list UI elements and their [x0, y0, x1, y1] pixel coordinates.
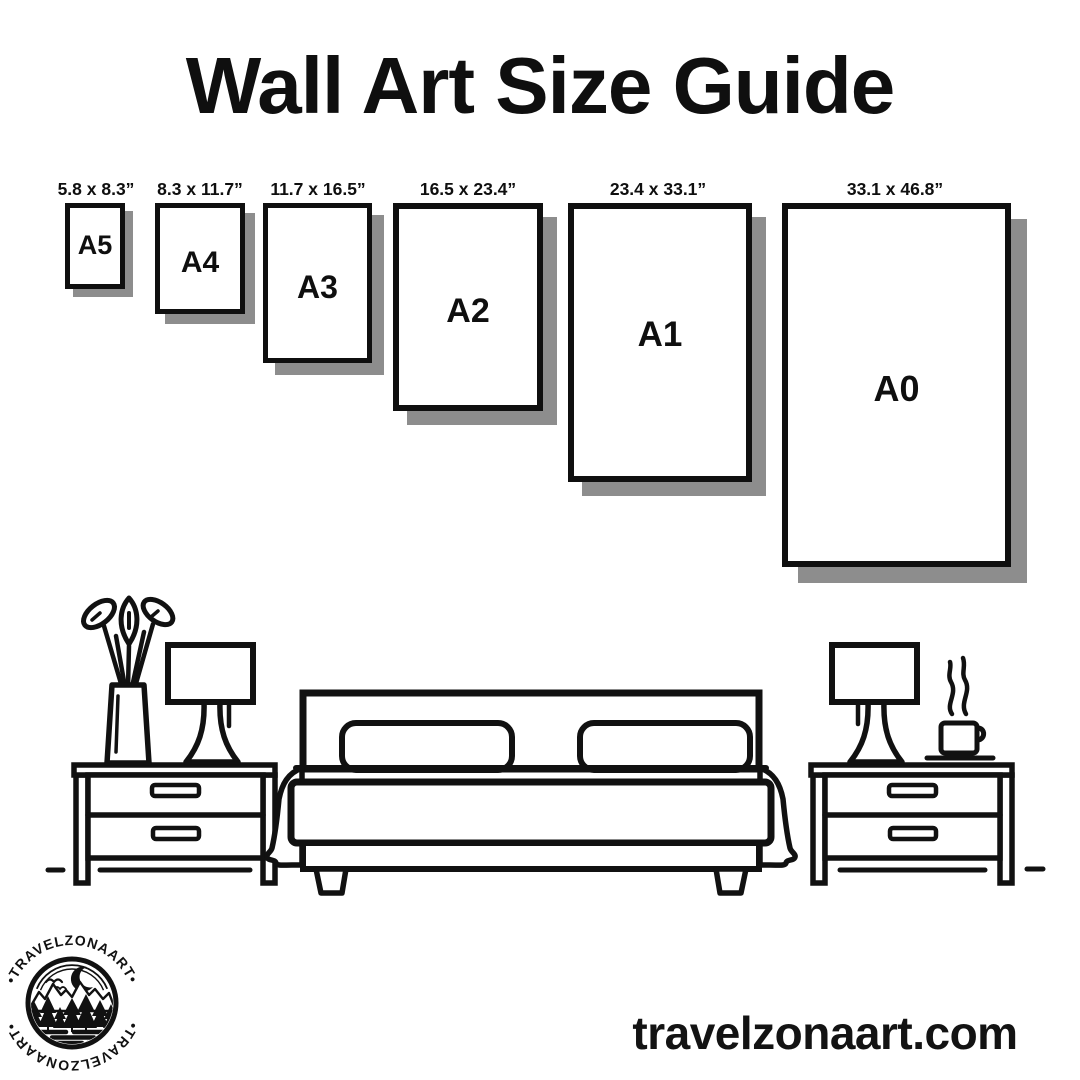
lamp-right-icon	[832, 645, 917, 762]
badge-text-top: •TRAVELZONAART•	[2, 931, 142, 986]
frame-letter-a0: A0	[873, 368, 920, 409]
drawer-handle	[152, 785, 199, 796]
lamp-left-icon	[168, 645, 253, 762]
dimension-label-a2: 16.5 x 23.4”	[419, 179, 517, 199]
drawer-handle	[153, 828, 199, 839]
nightstand-right	[811, 765, 1012, 883]
frame-a0	[782, 203, 1011, 567]
frame-a5	[65, 203, 125, 289]
website-url: travelzonaart.com	[632, 1007, 1018, 1059]
lamp-shade	[168, 645, 253, 702]
bed-icon	[267, 693, 795, 893]
bed-leg	[316, 869, 346, 893]
steam-icon	[949, 662, 953, 714]
frame-a2	[393, 203, 543, 411]
bird-icon	[46, 980, 62, 983]
dimension-label-a3: 11.7 x 16.5”	[270, 179, 366, 199]
dimension-label-a5: 5.8 x 8.3”	[57, 179, 135, 199]
frame-a4	[155, 203, 245, 314]
bedroom-illustration	[0, 592, 1080, 910]
dimension-label-a0: 33.1 x 46.8”	[846, 179, 944, 199]
dimension-label-a4: 8.3 x 11.7”	[157, 179, 243, 199]
frame-letter-a5: A5	[77, 229, 113, 260]
bed-base	[303, 843, 759, 869]
frame-letter-a1: A1	[637, 314, 683, 354]
mug	[941, 723, 977, 753]
mattress	[291, 782, 771, 843]
drawer-handle	[890, 828, 936, 839]
vase	[107, 685, 149, 763]
coffee-cup-icon	[927, 658, 993, 758]
lamp-shade	[832, 645, 917, 702]
pillow	[580, 723, 750, 770]
svg-text:•TRAVELZONAART•: •TRAVELZONAART•	[2, 1020, 142, 1075]
frame-letter-a3: A3	[297, 268, 338, 305]
frame-letter-a2: A2	[446, 291, 490, 330]
nightstand-left	[74, 765, 275, 883]
frame-a1	[568, 203, 752, 482]
drawer-handle	[889, 785, 936, 796]
pillow	[342, 723, 512, 770]
dimension-label-a1: 23.4 x 33.1”	[609, 179, 707, 199]
logo-badge	[2, 925, 152, 1075]
bed-leg	[716, 869, 746, 893]
steam-icon	[963, 658, 967, 714]
frame-a3	[263, 203, 372, 363]
page-title: Wall Art Size Guide	[185, 41, 895, 130]
frame-letter-a4: A4	[180, 245, 220, 279]
plant-icon	[79, 594, 178, 763]
